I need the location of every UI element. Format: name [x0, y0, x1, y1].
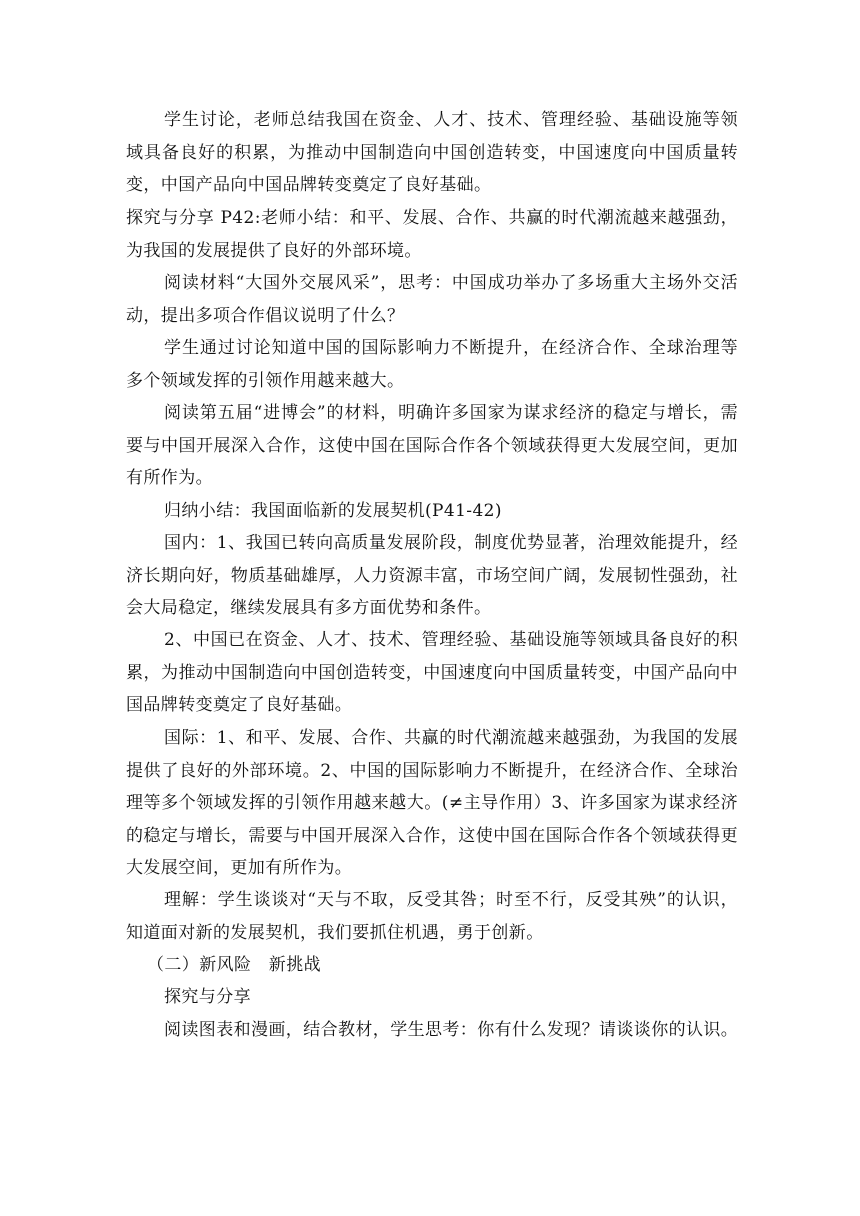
paragraph-international: 国际：1、和平、发展、合作、共赢的时代潮流越来越强劲，为我国的发展提供了良好的外部环境。2、中国的国际影响力不断提升，在经济合作、全球治理等多个领域发挥的引领作用越来越大。(≠主导作用）3、许多国家为谋求经济的稳定与增长，需要与中国开展深入合作，这使中国在国际合作各个领域获得更大发展空间，更加有所作为。 [126, 728, 738, 878]
section-heading-new-risks: （二）新风险 新挑战 [147, 955, 321, 975]
paragraph-conclusion-heading: 归纳小结：我国面临新的发展契机(P41-42) [164, 501, 502, 521]
paragraph-reading-diplomacy: 阅读材料“大国外交展风采”，思考：中国成功举办了多场重大主场外交活动，提出多项合作倡议说明了什么？ [126, 273, 738, 326]
paragraph-summary: 学生讨论，老师总结我国在资金、人才、技术、管理经验、基础设施等领域具备良好的积累，为推动中国制造向中国创造转变，中国速度向中国质量转变，中国产品向中国品牌转变奠定了良好基础。 [126, 110, 738, 195]
paragraph-domestic: 国内：1、我国已转向高质量发展阶段，制度优势显著，治理效能提升，经济长期向好，物质基础雄厚，人力资源丰富，市场空间广阔，发展韧性强劲，社会大局稳定，继续发展具有多方面优势和条件。 [126, 533, 738, 618]
paragraph-domestic-2: 2、中国已在资金、人才、技术、管理经验、基础设施等领域具备良好的积累，为推动中国制造向中国创造转变，中国速度向中国质量转变，中国产品向中国品牌转变奠定了良好基础。 [126, 630, 738, 715]
paragraph-international-influence: 学生通过讨论知道中国的国际影响力不断提升，在经济合作、全球治理等多个领域发挥的引领作用越来越大。 [126, 338, 738, 391]
paragraph-expo-material: 阅读第五届“进博会”的材料，明确许多国家为谋求经济的稳定与增长，需要与中国开展深入合作，这使中国在国际合作各个领域获得更大发展空间，更加有所作为。 [126, 403, 738, 488]
paragraph-explore-share-p42: 探究与分享 P42:老师小结：和平、发展、合作、共赢的时代潮流越来越强劲，为我国的发展提供了良好的外部环境。 [126, 208, 738, 261]
paragraph-read-charts: 阅读图表和漫画，结合教材，学生思考：你有什么发现？请谈谈你的认识。 [164, 1020, 739, 1040]
paragraph-understanding: 理解：学生谈谈对“天与不取，反受其咎；时至不行，反受其殃”的认识，知道面对新的发展契机，我们要抓住机遇，勇于创新。 [126, 890, 738, 943]
paragraph-explore-share: 探究与分享 [164, 987, 251, 1007]
